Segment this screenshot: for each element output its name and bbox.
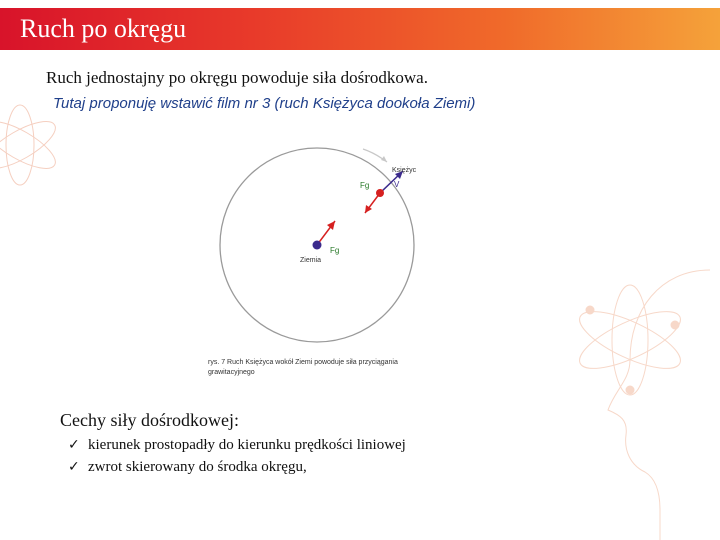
moon-orbit-figure: [195, 135, 435, 385]
slide-title: Ruch po okręgu: [20, 14, 187, 43]
features-list: [68, 435, 406, 479]
decorative-atom-left: [0, 100, 70, 190]
motion-arrow-head-icon: [381, 156, 387, 162]
figure-caption-line2: grawitacyjnego: [208, 369, 255, 376]
orbit-group: [208, 148, 417, 376]
intro-text: Ruch jednostajny po okręgu powoduje siła dośrodkowa.: [46, 68, 428, 87]
earth-label: Ziemia: [300, 257, 322, 264]
moon-label: Księżyc: [392, 167, 417, 174]
velocity-label: V: [394, 180, 400, 189]
earth-force-arrowhead-icon: [327, 221, 335, 230]
list-item-text: kierunek prostopadły do kierunku prędkości liniowej: [88, 437, 406, 453]
features-title: Cechy siły dośrodkowej:: [60, 410, 239, 430]
earth-force-label: Fg: [330, 246, 340, 255]
checkmark-icon: ✓: [68, 459, 80, 475]
figure-caption-line1: rys. 7 Ruch Księżyca wokół Ziemi powoduje siła przyciągania: [208, 359, 398, 366]
decorative-head-atom-right: [560, 250, 720, 540]
moon-dot: [376, 189, 384, 197]
list-item: [68, 457, 406, 479]
earth-dot: [313, 241, 322, 250]
list-item: [68, 435, 406, 457]
list-item-text: zwrot skierowany do środka okręgu,: [88, 459, 307, 475]
moon-force-label: Fg: [360, 181, 370, 190]
video-note: Tutaj proponuję wstawić film nr 3 (ruch Księżyca dookoła Ziemi): [53, 95, 476, 112]
checkmark-icon: ✓: [68, 437, 80, 453]
